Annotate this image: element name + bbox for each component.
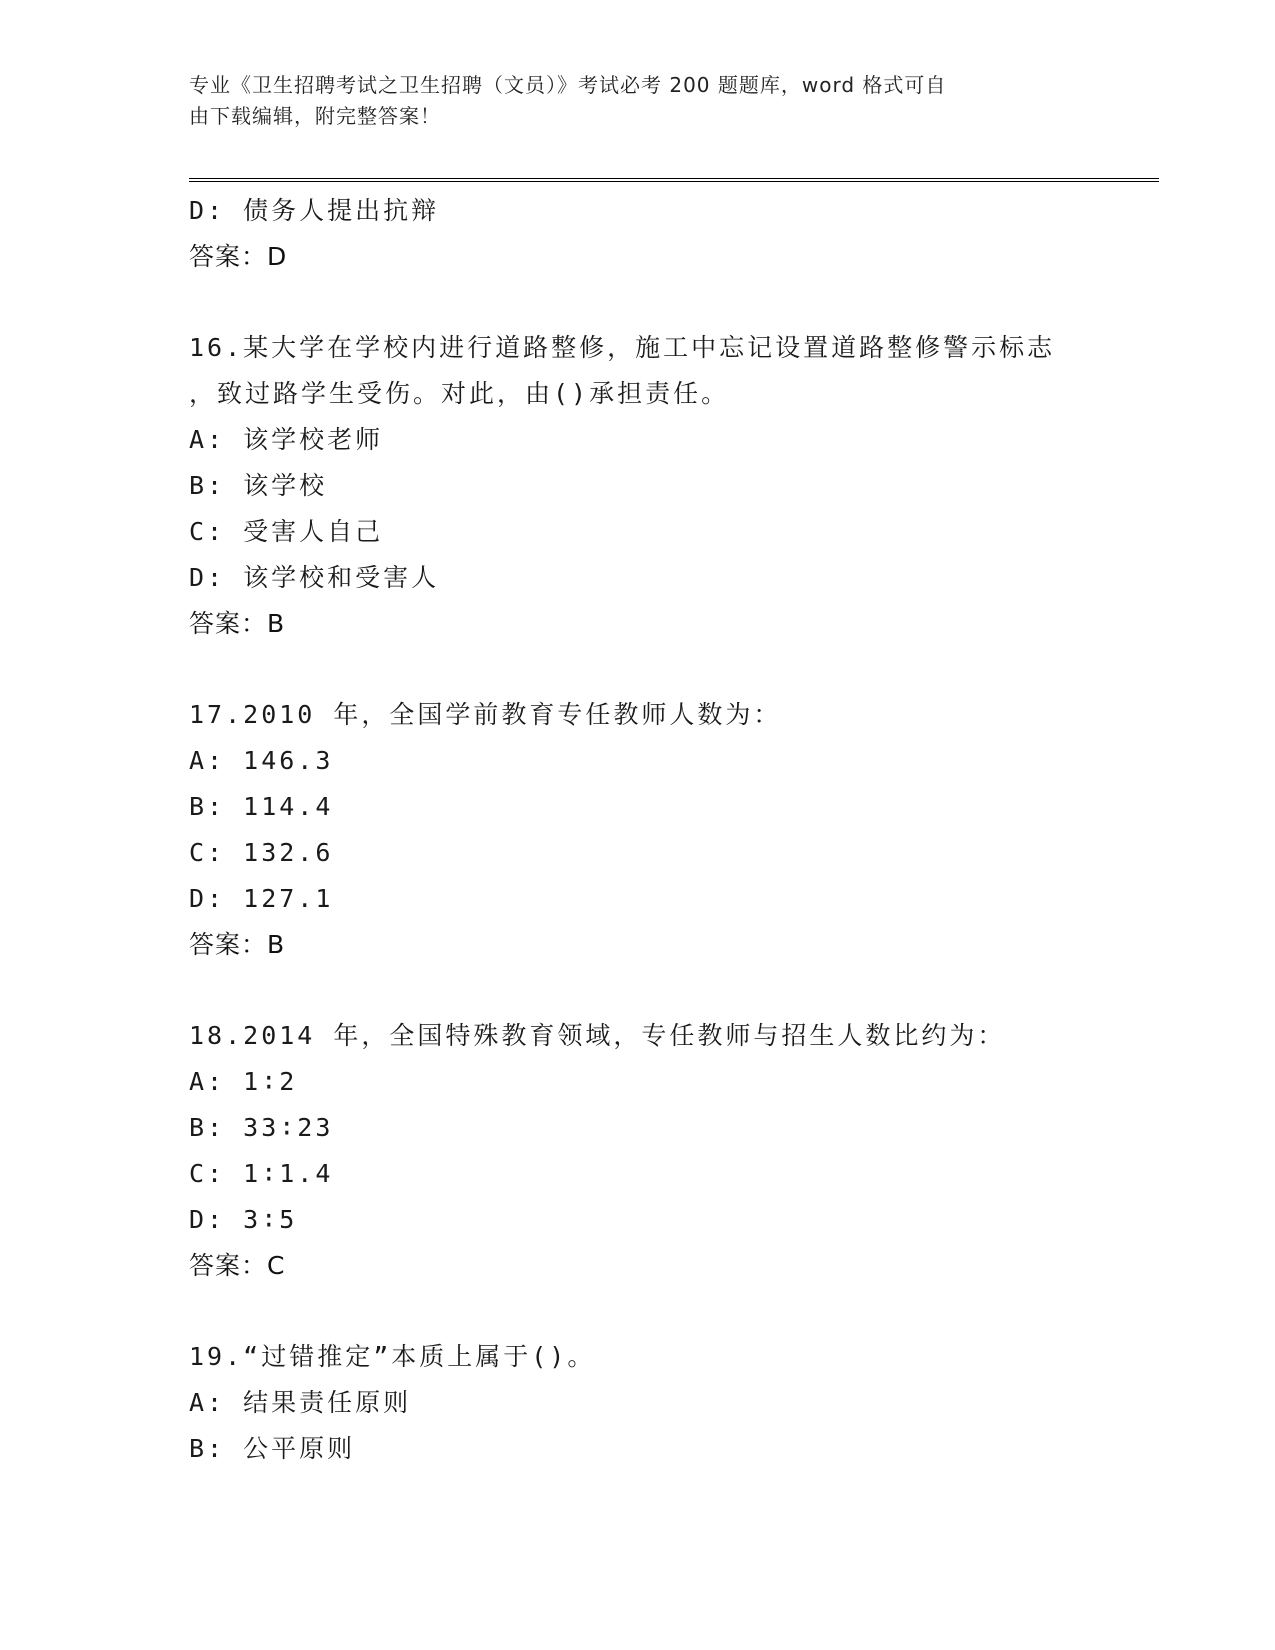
option-b: B: 该学校 <box>189 471 328 500</box>
option-b: B: 114.4 <box>189 792 334 821</box>
option-a: A: 146.3 <box>189 746 334 775</box>
option-b: B: 33∶23 <box>189 1113 334 1142</box>
question-16 <box>189 325 1089 647</box>
option-a: A: 1∶2 <box>189 1067 298 1096</box>
option-d: D: 债务人提出抗辩 <box>189 196 440 225</box>
spacer <box>189 647 1089 692</box>
previous-question-tail <box>189 188 1089 280</box>
question-stem: 17.2010 年，全国学前教育专任教师人数为： <box>189 700 782 729</box>
spacer <box>189 280 1089 325</box>
option-d: D: 127.1 <box>189 884 334 913</box>
question-stem: 18.2014 年，全国特殊教育领域，专任教师与招生人数比约为： <box>189 1021 1006 1050</box>
option-d: D: 该学校和受害人 <box>189 563 440 592</box>
question-stem-continued: ，致过路学生受伤。对此，由()承担责任。 <box>189 379 730 408</box>
spacer <box>189 968 1089 1013</box>
option-d: D: 3∶5 <box>189 1205 298 1234</box>
header-divider <box>189 178 1159 182</box>
option-b: B: 公平原则 <box>189 1434 356 1463</box>
spacer <box>189 1289 1089 1334</box>
option-c: C: 1∶1.4 <box>189 1159 334 1188</box>
answer-line: 答案：B <box>189 609 286 638</box>
document-body <box>189 188 1089 1472</box>
question-19 <box>189 1334 1089 1472</box>
answer-line: 答案：C <box>189 1251 286 1280</box>
header-line-1: 专业《卫生招聘考试之卫生招聘（文员）》考试必考 200 题题库，word 格式可自 <box>189 73 947 97</box>
question-stem: 16.某大学在学校内进行道路整修，施工中忘记设置道路整修警示标志 <box>189 333 1056 362</box>
option-c: C: 132.6 <box>189 838 334 867</box>
question-18 <box>189 1013 1089 1289</box>
question-stem: 19.“过错推定”本质上属于()。 <box>189 1342 596 1371</box>
page-header <box>189 70 1089 132</box>
option-c: C: 受害人自己 <box>189 517 384 546</box>
answer-line: 答案：B <box>189 930 286 959</box>
option-a: A: 结果责任原则 <box>189 1388 412 1417</box>
option-a: A: 该学校老师 <box>189 425 384 454</box>
answer-line: 答案：D <box>189 242 288 271</box>
header-line-2: 由下载编辑，附完整答案！ <box>189 104 441 128</box>
question-17 <box>189 692 1089 968</box>
